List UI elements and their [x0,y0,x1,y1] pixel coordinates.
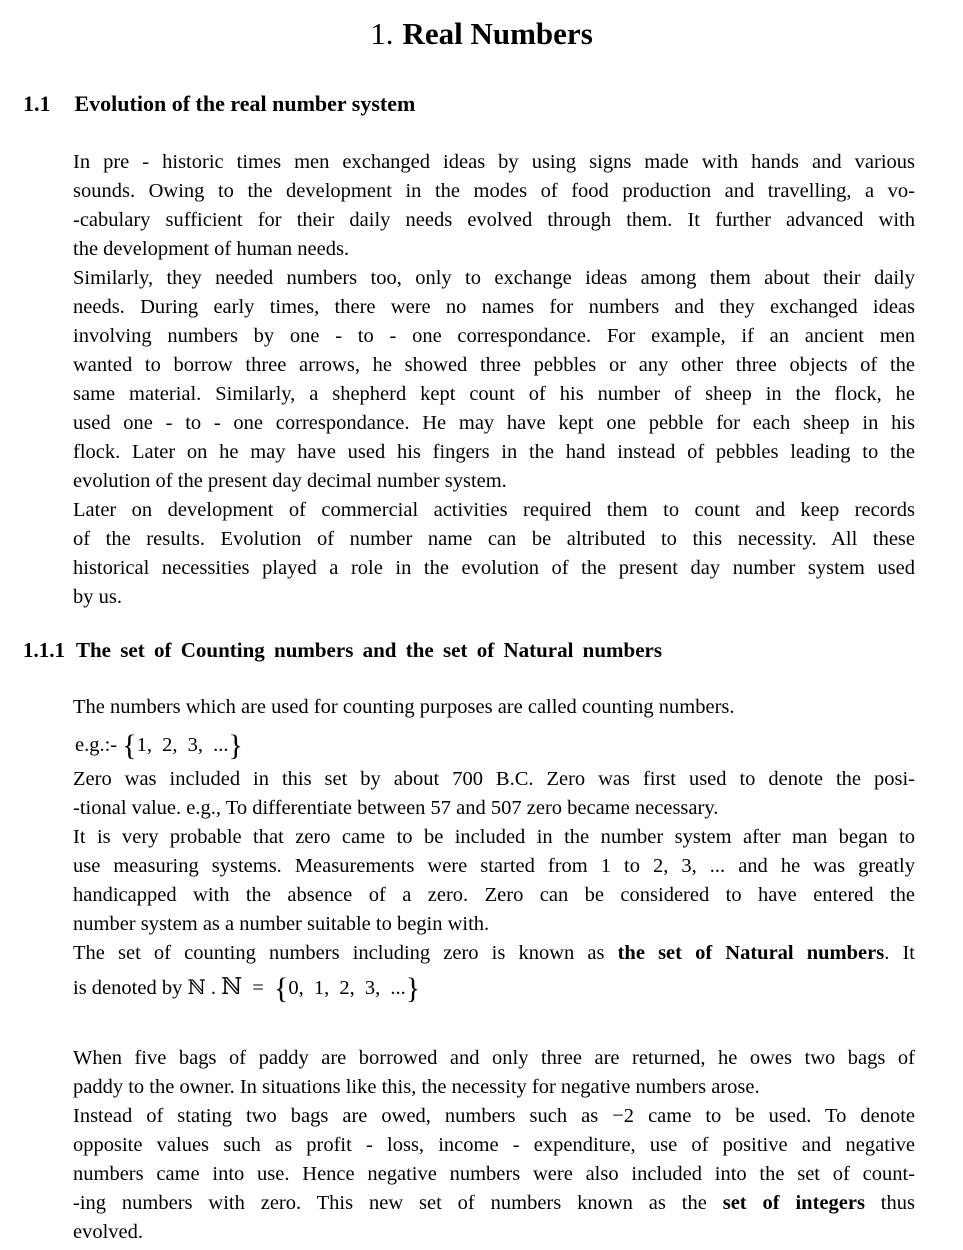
text-line: Later on development of commercial activities required them to count and keep records [73,499,915,521]
paragraph [73,264,915,496]
natural-numbers-symbol: ℕ [221,974,243,1000]
text-line: -ing numbers with zero. This new set of numbers known as the set of integers thus [73,1192,915,1214]
set-brace: { [122,729,137,762]
text-line: The numbers which are used for counting purposes are called counting numbers. [73,696,735,718]
bold-text: set of integers [722,1192,865,1214]
text-line: evolved. [73,1221,144,1243]
paragraph [73,1102,915,1247]
section-1-1 [0,90,963,612]
subsection-heading [23,637,963,663]
paragraph [73,939,915,1008]
natural-numbers-symbol: ℕ [187,975,206,999]
text-line: historical necessities played a role in the evolution of the present day number system used [73,557,915,579]
paragraph [73,823,915,939]
paragraph [73,693,915,722]
text-line: involving numbers by one - to - one correspondance. For example, if an ancient men [73,325,915,347]
text-line: e.g.:- {1, 2, 3, ...} [75,729,243,762]
chapter-number: 1. [370,16,394,51]
text-line: use measuring systems. Measurements were started from 1 to 2, 3, ... and he was greatly [73,855,915,877]
subsection-heading-text: The set of Counting numbers and the set of Natural numbers [76,638,663,662]
subsection-number: 1.1.1 [23,638,65,662]
section-1-1-1 [0,637,963,1247]
set-brace: } [228,729,243,762]
text-line: It is very probable that zero came to be included in the number system after man began to [73,826,915,848]
text-line: by us. [73,586,122,608]
text-line: The set of counting numbers including zero is known as the set of Natural numbers. It [73,942,915,964]
example-set-line [75,726,915,765]
section-heading-text: Evolution of the real number system [74,91,416,116]
paragraph [73,496,915,612]
text-line: sounds. Owing to the development in the modes of food production and travelling, a vo- [73,180,915,202]
text-line: Instead of stating two bags are owed, numbers such as −2 came to be used. To denote [73,1105,915,1127]
text-line: wanted to borrow three arrows, he showed three pebbles or any other three objects of the [73,354,915,376]
set-brace: { [273,972,289,1005]
text-line: -tional value. e.g., To differentiate between 57 and 507 zero became necessary. [73,797,719,819]
text-line: is denoted by ℕ . ℕ = {0, 1, 2, 3, ...} [73,972,421,1005]
text-line: paddy to the owner. In situations like this, the necessity for negative numbers arose. [73,1076,760,1098]
text-line: In pre - historic times men exchanged ideas by using signs made with hands and various [73,151,915,173]
page-title [0,0,963,54]
text-line: Similarly, they needed numbers too, only to exchange ideas among them about their daily [73,267,915,289]
text-line: numbers came into use. Hence negative numbers were also included into the set of count- [73,1163,915,1185]
paragraph [73,765,915,823]
bold-text: the set of Natural numbers [617,942,885,964]
math-text: = [242,977,274,999]
subsection-body [73,663,915,1247]
text-line: needs. During early times, there were no names for numbers and they exchanged ideas [73,296,915,318]
section-body [73,118,915,612]
text-line: When five bags of paddy are borrowed and only three are returned, he owes two bags of [73,1047,915,1069]
section-number: 1.1 [23,91,51,116]
text-line: Zero was included in this set by about 700 B.C. Zero was first used to denote the posi- [73,768,915,790]
set-brace: } [405,972,421,1005]
text-line: used one - to - one correspondance. He may have kept one pebble for each sheep in his [73,412,915,434]
paragraph [73,1044,915,1102]
text-line: the development of human needs. [73,238,350,260]
text-line: handicapped with the absence of a zero. Zero can be considered to have entered the [73,884,915,906]
math-text: 0, 1, 2, 3, ... [288,977,406,999]
text-line: of the results. Evolution of number name can be altributed to this necessity. All these [73,528,915,550]
math-text: 1, 2, 3, ... [136,734,229,756]
chapter-title: Real Numbers [402,16,593,51]
text-line: number system as a number suitable to begin with. [73,913,490,935]
text-line: same material. Similarly, a shepherd kept count of his number of sheep in the flock, he [73,383,915,405]
section-heading [23,90,963,118]
text-line: evolution of the present day decimal number system. [73,470,507,492]
paragraph [73,148,915,264]
text-line: flock. Later on he may have used his fingers in the hand instead of pebbles leading to the [73,441,915,463]
text-line: -cabulary sufficient for their daily needs evolved through them. It further advanced with [73,209,915,231]
text-line: opposite values such as profit - loss, income - expenditure, use of positive and negative [73,1134,915,1156]
